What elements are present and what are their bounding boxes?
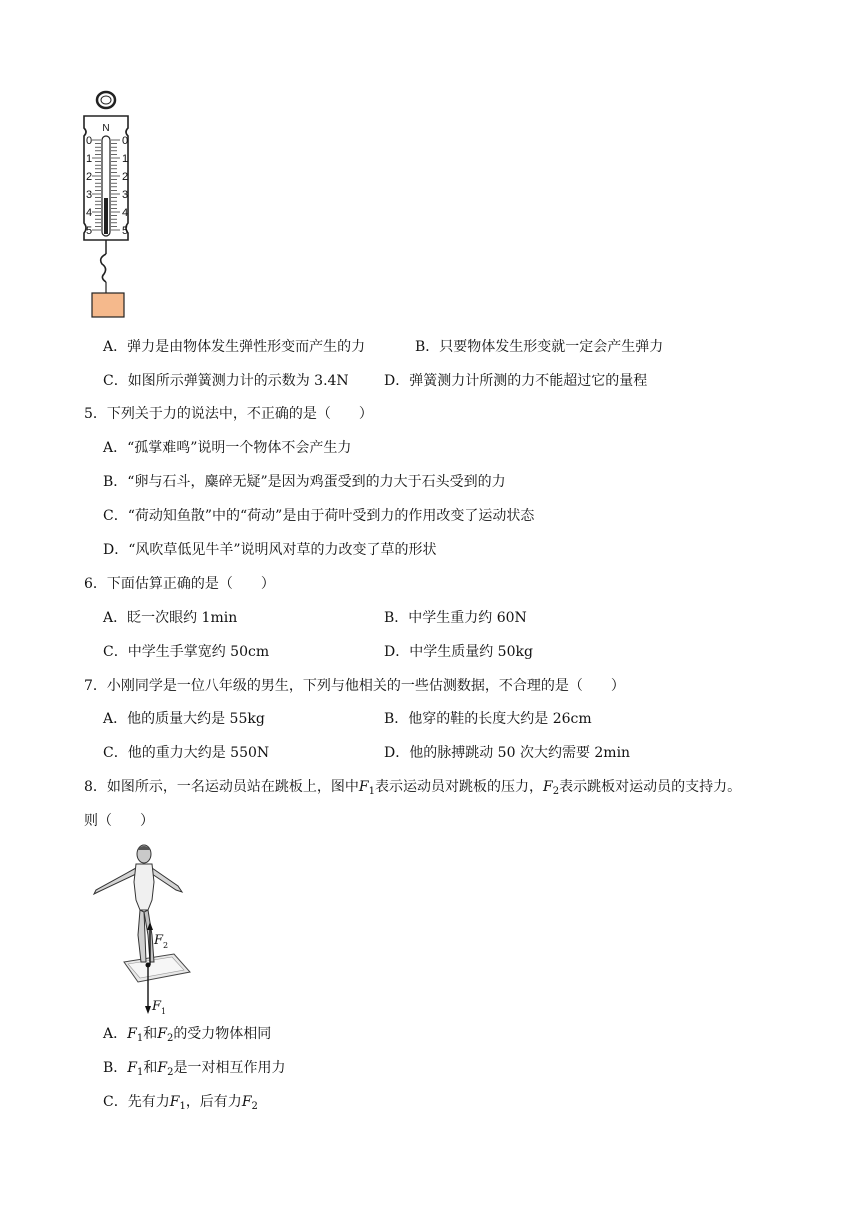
q4-option-b: B．只要物体发生形变就一定会产生弹力 xyxy=(415,339,664,355)
weight-block xyxy=(92,293,124,317)
q7-option-b: B．他穿的鞋的长度大约是 26cm xyxy=(384,711,592,727)
scale-tick-label: 3 xyxy=(86,189,93,201)
q6-option-b: B．中学生重力约 60N xyxy=(384,610,527,626)
scale-tick-label: 3 xyxy=(122,189,129,201)
scale-tick-label: 1 xyxy=(86,153,93,165)
svg-text:2: 2 xyxy=(163,941,169,950)
q7-option-c: C．他的重力大约是 550N xyxy=(103,745,270,761)
q5-option-a: A．“孤掌难鸣”说明一个物体不会产生力 xyxy=(103,440,352,456)
q6-option-c: C．中学生手掌宽约 50cm xyxy=(103,644,270,660)
q7-stem: 7．小刚同学是一位八年级的男生，下列与他相关的一些估测数据，不合理的是（ ） xyxy=(84,678,625,694)
q8-stem-line2: 则（ ） xyxy=(84,813,154,829)
f1-label: F xyxy=(152,999,162,1014)
q5-option-c: C．“荷动知鱼散”中的“荷动”是由于荷叶受到力的作用改变了运动状态 xyxy=(103,508,535,524)
q6-option-d: D．中学生质量约 50kg xyxy=(384,644,533,660)
unit-label: N xyxy=(102,123,110,134)
q6-stem: 6．下面估算正确的是（ ） xyxy=(84,576,275,592)
f2-label: F xyxy=(154,933,164,948)
svg-text:1: 1 xyxy=(161,1007,167,1016)
q8-option-a: A．$F_1$和$F_2$的受力物体相同 xyxy=(103,1026,272,1044)
scale-tick-label: 0 xyxy=(122,135,129,147)
scale-tick-label: 5 xyxy=(122,225,129,237)
scale-tick-label: 1 xyxy=(122,153,129,165)
q7-option-d: D．他的脉搏跳动 50 次大约需要 2min xyxy=(384,745,631,761)
q4-option-d: D．弹簧测力计所测的力不能超过它的量程 xyxy=(384,373,648,389)
q5-stem: 5．下列关于力的说法中，不正确的是（ ） xyxy=(84,406,373,422)
q8-stem: 8．如图所示，一名运动员站在跳板上，图中$F_1$表示运动员对跳板的压力，$F_2$表示跳板对运动员的支持力。 xyxy=(84,779,742,797)
scale-tick-label: 4 xyxy=(86,207,93,219)
q5-option-d: D．“风吹草低见牛羊”说明风对草的力改变了草的形状 xyxy=(103,542,437,558)
spring-scale-figure xyxy=(78,88,148,323)
q6-option-a: A．眨一次眼约 1min xyxy=(103,610,238,626)
q4-option-c: C．如图所示弹簧测力计的示数为 3.4N xyxy=(103,373,349,389)
q5-option-b: B．“卵与石斗，麋碎无疑”是因为鸡蛋受到的力大于石头受到的力 xyxy=(103,474,506,490)
diver-figure xyxy=(86,840,196,1020)
scale-tick-label: 4 xyxy=(122,207,129,219)
scale-tick-label: 2 xyxy=(122,171,129,183)
scale-tick-label: 0 xyxy=(86,135,93,147)
q7-option-a: A．他的质量大约是 55kg xyxy=(103,711,265,727)
q8-option-b: B．$F_1$和$F_2$是一对相互作用力 xyxy=(103,1060,286,1078)
q8-option-c: C．先有力$F_1$，后有力$F_2$ xyxy=(103,1094,258,1112)
scale-tick-label: 2 xyxy=(86,171,93,183)
q4-option-a: A．弹力是由物体发生弹性形变而产生的力 xyxy=(103,339,366,355)
scale-tick-label: 5 xyxy=(86,225,93,237)
